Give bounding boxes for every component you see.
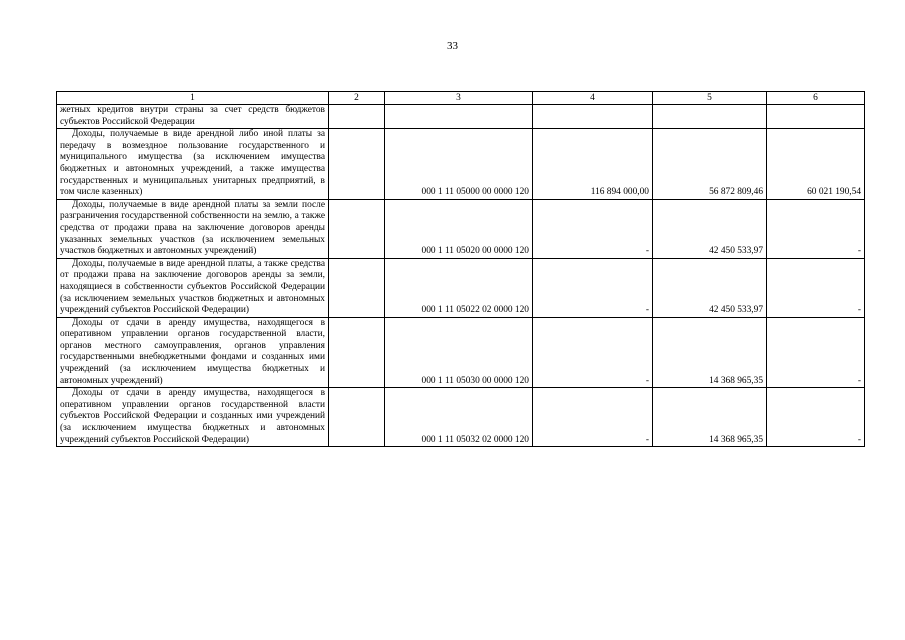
header-col-5: 5 <box>653 92 767 105</box>
row-col-4: - <box>533 388 653 447</box>
row-description <box>57 129 329 200</box>
table-row <box>57 105 865 129</box>
row-col-2 <box>329 258 385 317</box>
row-code: 000 1 11 05000 00 0000 120 <box>385 129 533 200</box>
description-text: Доходы от сдачи в аренду имущества, находящегося в оперативном управлении органов государственной власти, органов местного самоуправления, органов управления государственными внебюджетными фондами и созданных ими учреждений (за исключением имущества бюджетных и автономных учреждений) <box>60 317 325 386</box>
row-description <box>57 317 329 388</box>
description-text: Доходы, получаемые в виде арендной либо иной платы за передачу в возмездное пользование государственного и муниципального имущества (за исключением имущества бюджетных и автономных учреждений, а также имущества государственных и муниципальных унитарных предприятий, в том числе казенных) <box>60 129 325 198</box>
row-col-6: 60 021 190,54 <box>767 129 865 200</box>
row-code: 000 1 11 05020 00 0000 120 <box>385 199 533 258</box>
row-col-6 <box>767 105 865 129</box>
row-col-2 <box>329 129 385 200</box>
header-col-6: 6 <box>767 92 865 105</box>
header-col-3: 3 <box>385 92 533 105</box>
row-col-4: - <box>533 258 653 317</box>
row-col-2 <box>329 199 385 258</box>
row-col-5: 56 872 809,46 <box>653 129 767 200</box>
header-col-4: 4 <box>533 92 653 105</box>
row-col-4 <box>533 105 653 129</box>
description-text: Доходы от сдачи в аренду имущества, находящегося в оперативном управлении органов государственной власти субъектов Российской Федерации и созданных ими учреждений (за исключением имущества бюджетных и автономных учреждений субъектов Российской Федерации) <box>60 388 325 445</box>
row-col-5 <box>653 105 767 129</box>
table-body <box>57 105 865 447</box>
row-col-4: - <box>533 317 653 388</box>
row-code <box>385 105 533 129</box>
row-col-2 <box>329 388 385 447</box>
budget-table <box>56 91 865 447</box>
row-description <box>57 199 329 258</box>
row-col-6: - <box>767 388 865 447</box>
row-col-4: 116 894 000,00 <box>533 129 653 200</box>
description-text: жетных кредитов внутри страны за счет средств бюджетов субъектов Российской Федерации <box>60 105 325 127</box>
row-col-6: - <box>767 317 865 388</box>
header-col-2: 2 <box>329 92 385 105</box>
row-col-2 <box>329 105 385 129</box>
row-col-2 <box>329 317 385 388</box>
page-number: 33 <box>447 40 458 52</box>
row-code: 000 1 11 05032 02 0000 120 <box>385 388 533 447</box>
header-col-1: 1 <box>57 92 329 105</box>
row-col-4: - <box>533 199 653 258</box>
row-col-5: 14 368 965,35 <box>653 317 767 388</box>
row-description <box>57 388 329 447</box>
header-row <box>57 92 865 105</box>
row-col-5: 14 368 965,35 <box>653 388 767 447</box>
row-col-6: - <box>767 199 865 258</box>
table-row <box>57 129 865 200</box>
table-row <box>57 388 865 447</box>
row-code: 000 1 11 05022 02 0000 120 <box>385 258 533 317</box>
row-col-5: 42 450 533,97 <box>653 199 767 258</box>
table-row <box>57 258 865 317</box>
description-text: Доходы, получаемые в виде арендной платы, а также средства от продажи права на заключение договоров аренды за земли, находящиеся в собственности субъектов Российской Федерации (за исключением земельных участков бюджетных и автономных учреждений субъектов Российской Федерации) <box>60 258 325 316</box>
description-text: Доходы, получаемые в виде арендной платы за земли после разграничения государственной собственности на землю, а также средства от продажи права на заключение договоров аренды указанных земельных участков (за исключением земельных участков бюджетных и автономных учреждений) <box>60 199 325 257</box>
row-code: 000 1 11 05030 00 0000 120 <box>385 317 533 388</box>
row-description <box>57 105 329 129</box>
row-col-5: 42 450 533,97 <box>653 258 767 317</box>
table-row <box>57 199 865 258</box>
table-row <box>57 317 865 388</box>
row-col-6: - <box>767 258 865 317</box>
row-description <box>57 258 329 317</box>
